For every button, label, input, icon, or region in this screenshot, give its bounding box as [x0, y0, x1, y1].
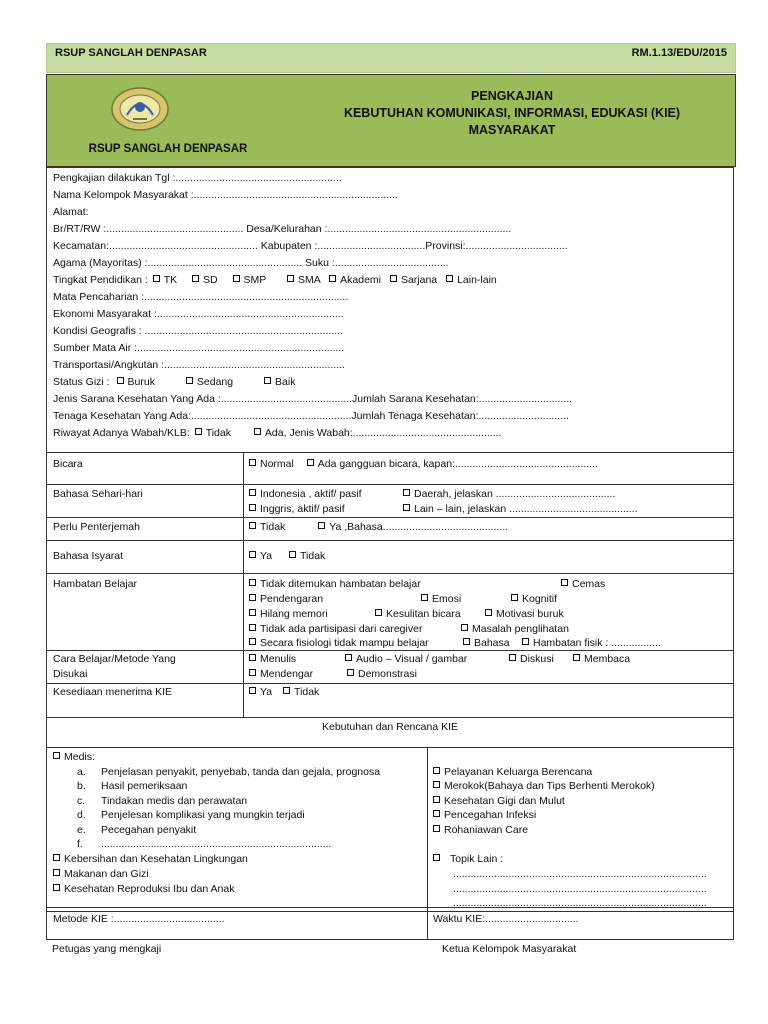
title-line-3: MASYARAKAT [468, 123, 556, 137]
bahasa-label: Bahasa Sehari-hari [53, 488, 143, 500]
metode-waktu-row [46, 910, 734, 940]
checkbox[interactable] [249, 687, 256, 694]
checkbox[interactable] [461, 624, 468, 631]
document-header-band [46, 43, 736, 73]
penterjemah-options: Tidak Ya ,Bahasa........................................... [249, 521, 508, 534]
field-riwayat-wabah: Riwayat Adanya Wabah/KLB: Tidak Ada, Jenis Wabah:................................................... [53, 427, 502, 439]
checkbox[interactable] [249, 522, 256, 529]
cara-belajar-label-2: Disukai [53, 668, 88, 680]
checkbox[interactable] [249, 594, 256, 601]
form-header [46, 74, 736, 167]
checkbox[interactable] [329, 275, 336, 282]
kebutuhan-title: Kebutuhan dan Rencana KIE [321, 721, 459, 733]
checkbox[interactable] [249, 504, 256, 511]
cara-belajar-label-1: Cara Belajar/Metode Yang [53, 653, 176, 665]
checkbox[interactable] [390, 275, 397, 282]
list-item: f. ............................................................................... [77, 838, 332, 850]
ketua-signature-label: Ketua Kelompok Masyarakat [442, 943, 577, 955]
field-geografis[interactable]: Kondisi Geografis : .................................................................... [53, 325, 344, 337]
checkbox[interactable] [318, 522, 325, 529]
field-ekonomi[interactable]: Ekonomi Masyarakat :................................................................ [53, 308, 344, 320]
document-code: RM.1.13/EDU/2015 [631, 47, 727, 59]
isyarat-options: Ya Tidak [249, 550, 325, 563]
topik-line[interactable]: ....................................................................................... [453, 883, 707, 895]
hospital-name: RSUP SANGLAH DENPASAR [55, 47, 207, 59]
checkbox[interactable] [249, 609, 256, 616]
assessment-table: Pengkajian dilakukan Tgl :......................................................... Nama Kelompok Masyarakat :...................................................................... Alamat: Br/RT/RW :............................................... Desa/Kelurahan :............................................................... Kecamatan:................................................... Kabupaten :.....................................Provinsi:................................... Agama (Mayoritas) :..................................................... Suku :....................................... Tingkat Pendidikan : TK SD SMP SMA Akademi Sarjana Lain-lain Mata Pencaharian :...................................................................... Ekonomi Masyarakat :................................................................ Kondisi Geografis : .................................................................... Sumber Mata Air :....................................................................... Transportasi/Angkutan :.............................................................. Status Gizi : Buruk Sedang Baik Jenis Sarana Kesehatan Yang Ada :.............................................Jumlah Sarana Kesehatan:................................ Tenaga Kesehatan Yang Ada:.......................................................Jumlah Tenaga Kesehatan:............................... Riwayat Adanya Wabah/KLB: Tidak Ada, Jenis Wabah:................................................... Bicara Normal Ada gangguan bicara, kapan:................................................. Bahasa Sehari-hari Indonesia , aktif/ pasif Daerah, jelaskan ......................................... Inggris, aktif/ pasif Lain – lain, jelaskan ............................................ Perlu Penterjemah Tidak Ya ,Bahasa........................................... Bahasa Isyarat Ya Tidak Hambatan Belajar Tidak ditemukan hambatan belajar Cemas Pendengaran Emosi Kognitif Hilang memori Kesulitan bicara Motivasi buruk Tidak ada partisipasi dari caregiver Masalah penglihatan Secara fisiologi tidak mampu belajar Bahasa Hambatan fisik : ................. Cara Belajar/Metode Yang Disukai Menulis Audio – Visual / gambar Diskusi Membaca Mendengar Demonstrasi Kesediaan menerima KIE Ya Tidak Kebutuhan dan Rencana KIE Medis: a. Penjelasan penyakit, penyebab, tanda dan gejala, prognosa b. Hasil pemeriksaan c. Tindakan medis dan perawatan d. Penjelesan komplikasi yang mungkin terjadi e. Pecegahan penyakit f. ............................................................................... Kebersihan dan Kesehatan Lingkungan Makanan dan Gizi Kesehatan Reproduksi Ibu dan Anak Pelayanan Keluarga Berencana Merokok(Bahaya dan Tips Berhenti Merokok) Kesehatan Gigi dan Mulut Pencegahan Infeksi Rohaniawan Care Topik Lain : ....................................................................................... ....................................................................................... ....................................................................................... [46, 167, 734, 912]
list-item: d. Penjelesan komplikasi yang mungkin terjadi [77, 809, 305, 821]
checkbox[interactable] [249, 624, 256, 631]
checkbox[interactable] [522, 638, 529, 645]
checkbox[interactable] [53, 854, 60, 861]
checkbox[interactable] [511, 594, 518, 601]
checkbox[interactable] [347, 669, 354, 676]
bahasa-row-2b: Lain – lain, jelaskan ............................................ [403, 503, 638, 516]
checkbox[interactable] [53, 869, 60, 876]
checkbox[interactable] [307, 459, 314, 466]
checkbox[interactable] [509, 654, 516, 661]
field-tgl[interactable]: Pengkajian dilakukan Tgl :......................................................... [53, 172, 342, 184]
petugas-signature-label: Petugas yang mengkaji [52, 943, 162, 955]
field-sumber-air[interactable]: Sumber Mata Air :....................................................................... [53, 342, 345, 354]
checkbox[interactable] [254, 428, 261, 435]
field-transportasi[interactable]: Transportasi/Angkutan :.............................................................. [53, 359, 345, 371]
checkbox[interactable] [421, 594, 428, 601]
field-sarana-kesehatan[interactable]: Jenis Sarana Kesehatan Yang Ada :.............................................Jumlah Sarana Kesehatan:................................ [53, 393, 573, 405]
checkbox[interactable] [433, 781, 440, 788]
hospital-logo [109, 85, 171, 133]
penterjemah-label: Perlu Penterjemah [53, 521, 140, 533]
field-br-desa[interactable]: Br/RT/RW :............................................... Desa/Kelurahan :............................................................... [53, 223, 512, 235]
checkbox[interactable] [283, 687, 290, 694]
kesediaan-options: Ya Tidak [249, 686, 319, 699]
bahasa-row-1: Indonesia , aktif/ pasif [249, 488, 362, 501]
checkbox[interactable] [186, 377, 193, 384]
checkbox[interactable] [433, 767, 440, 774]
pendidikan-label: Tingkat Pendidikan : [53, 274, 148, 286]
kesediaan-label: Kesediaan menerima KIE [53, 686, 173, 698]
checkbox[interactable] [117, 377, 124, 384]
medis-label: Medis: [64, 751, 95, 763]
title-line-2: KEBUTUHAN KOMUNIKASI, INFORMASI, EDUKASI (KIE) [343, 106, 681, 120]
waktu-kie[interactable]: Waktu KIE:................................ [433, 913, 579, 925]
field-mata-pencaharian[interactable]: Mata Pencaharian :...................................................................... [53, 291, 349, 303]
checkbox[interactable] [463, 638, 470, 645]
checkbox[interactable] [446, 275, 453, 282]
checkbox[interactable] [249, 654, 256, 661]
metode-kie[interactable]: Metode KIE :...................................... [53, 913, 225, 925]
checkbox[interactable] [249, 489, 256, 496]
checkbox[interactable] [53, 752, 60, 759]
checkbox[interactable] [403, 504, 410, 511]
field-alamat: Alamat: [53, 206, 89, 218]
list-item: b. Hasil pemeriksaan [77, 780, 188, 792]
checkbox[interactable] [249, 551, 256, 558]
checkbox[interactable] [433, 854, 440, 861]
list-item: e. Pecegahan penyakit [77, 824, 197, 836]
checkbox[interactable] [249, 638, 256, 645]
checkbox[interactable] [264, 377, 271, 384]
checkbox[interactable] [561, 579, 568, 586]
checkbox[interactable] [287, 275, 294, 282]
checkbox[interactable] [433, 796, 440, 803]
checkbox[interactable] [195, 428, 202, 435]
bicara-options: Normal Ada gangguan bicara, kapan:................................................. [249, 458, 598, 471]
checkbox[interactable] [573, 654, 580, 661]
checkbox[interactable] [53, 884, 60, 891]
field-nama-kelompok[interactable]: Nama Kelompok Masyarakat :...................................................................... [53, 189, 398, 201]
field-pendidikan: Tingkat Pendidikan : TK SD SMP SMA Akademi Sarjana Lain-lain [53, 274, 497, 286]
checkbox[interactable] [249, 669, 256, 676]
field-agama[interactable]: Agama (Mayoritas) :..................................................... Suku :....................................... [53, 257, 449, 269]
checkbox[interactable] [249, 459, 256, 466]
hambatan-label: Hambatan Belajar [53, 578, 138, 590]
checkbox[interactable] [433, 810, 440, 817]
field-tenaga-kesehatan[interactable]: Tenaga Kesehatan Yang Ada:.......................................................Jumlah Tenaga Kesehatan:............................... [53, 410, 569, 422]
field-status-gizi: Status Gizi : Buruk Sedang Baik [53, 376, 296, 388]
topik-line[interactable]: ....................................................................................... [453, 868, 707, 880]
topik-line[interactable]: ....................................................................................... [453, 897, 707, 909]
list-item: c. Tindakan medis dan perawatan [77, 795, 248, 807]
bahasa-row-2: Inggris, aktif/ pasif [249, 503, 345, 516]
field-kecamatan[interactable]: Kecamatan:................................................... Kabupaten :.....................................Provinsi:................................... [53, 240, 568, 252]
checkbox[interactable] [345, 654, 352, 661]
logo-panel [47, 75, 290, 166]
checkbox[interactable] [375, 609, 382, 616]
checkbox[interactable] [249, 579, 256, 586]
checkbox[interactable] [192, 275, 199, 282]
form-title [289, 75, 735, 166]
checkbox[interactable] [433, 825, 440, 832]
bahasa-row-1b: Daerah, jelaskan ......................................... [403, 488, 615, 501]
bicara-label: Bicara [53, 458, 83, 470]
checkbox[interactable] [485, 609, 492, 616]
checkbox[interactable] [289, 551, 296, 558]
title-line-1: PENGKAJIAN [471, 89, 553, 103]
checkbox[interactable] [233, 275, 240, 282]
isyarat-label: Bahasa Isyarat [53, 550, 124, 562]
logo-hospital-name: RSUP SANGLAH DENPASAR [88, 143, 248, 155]
checkbox[interactable] [153, 275, 160, 282]
checkbox[interactable] [403, 489, 410, 496]
list-item: a. Penjelasan penyakit, penyebab, tanda dan gejala, prognosa [77, 766, 381, 778]
